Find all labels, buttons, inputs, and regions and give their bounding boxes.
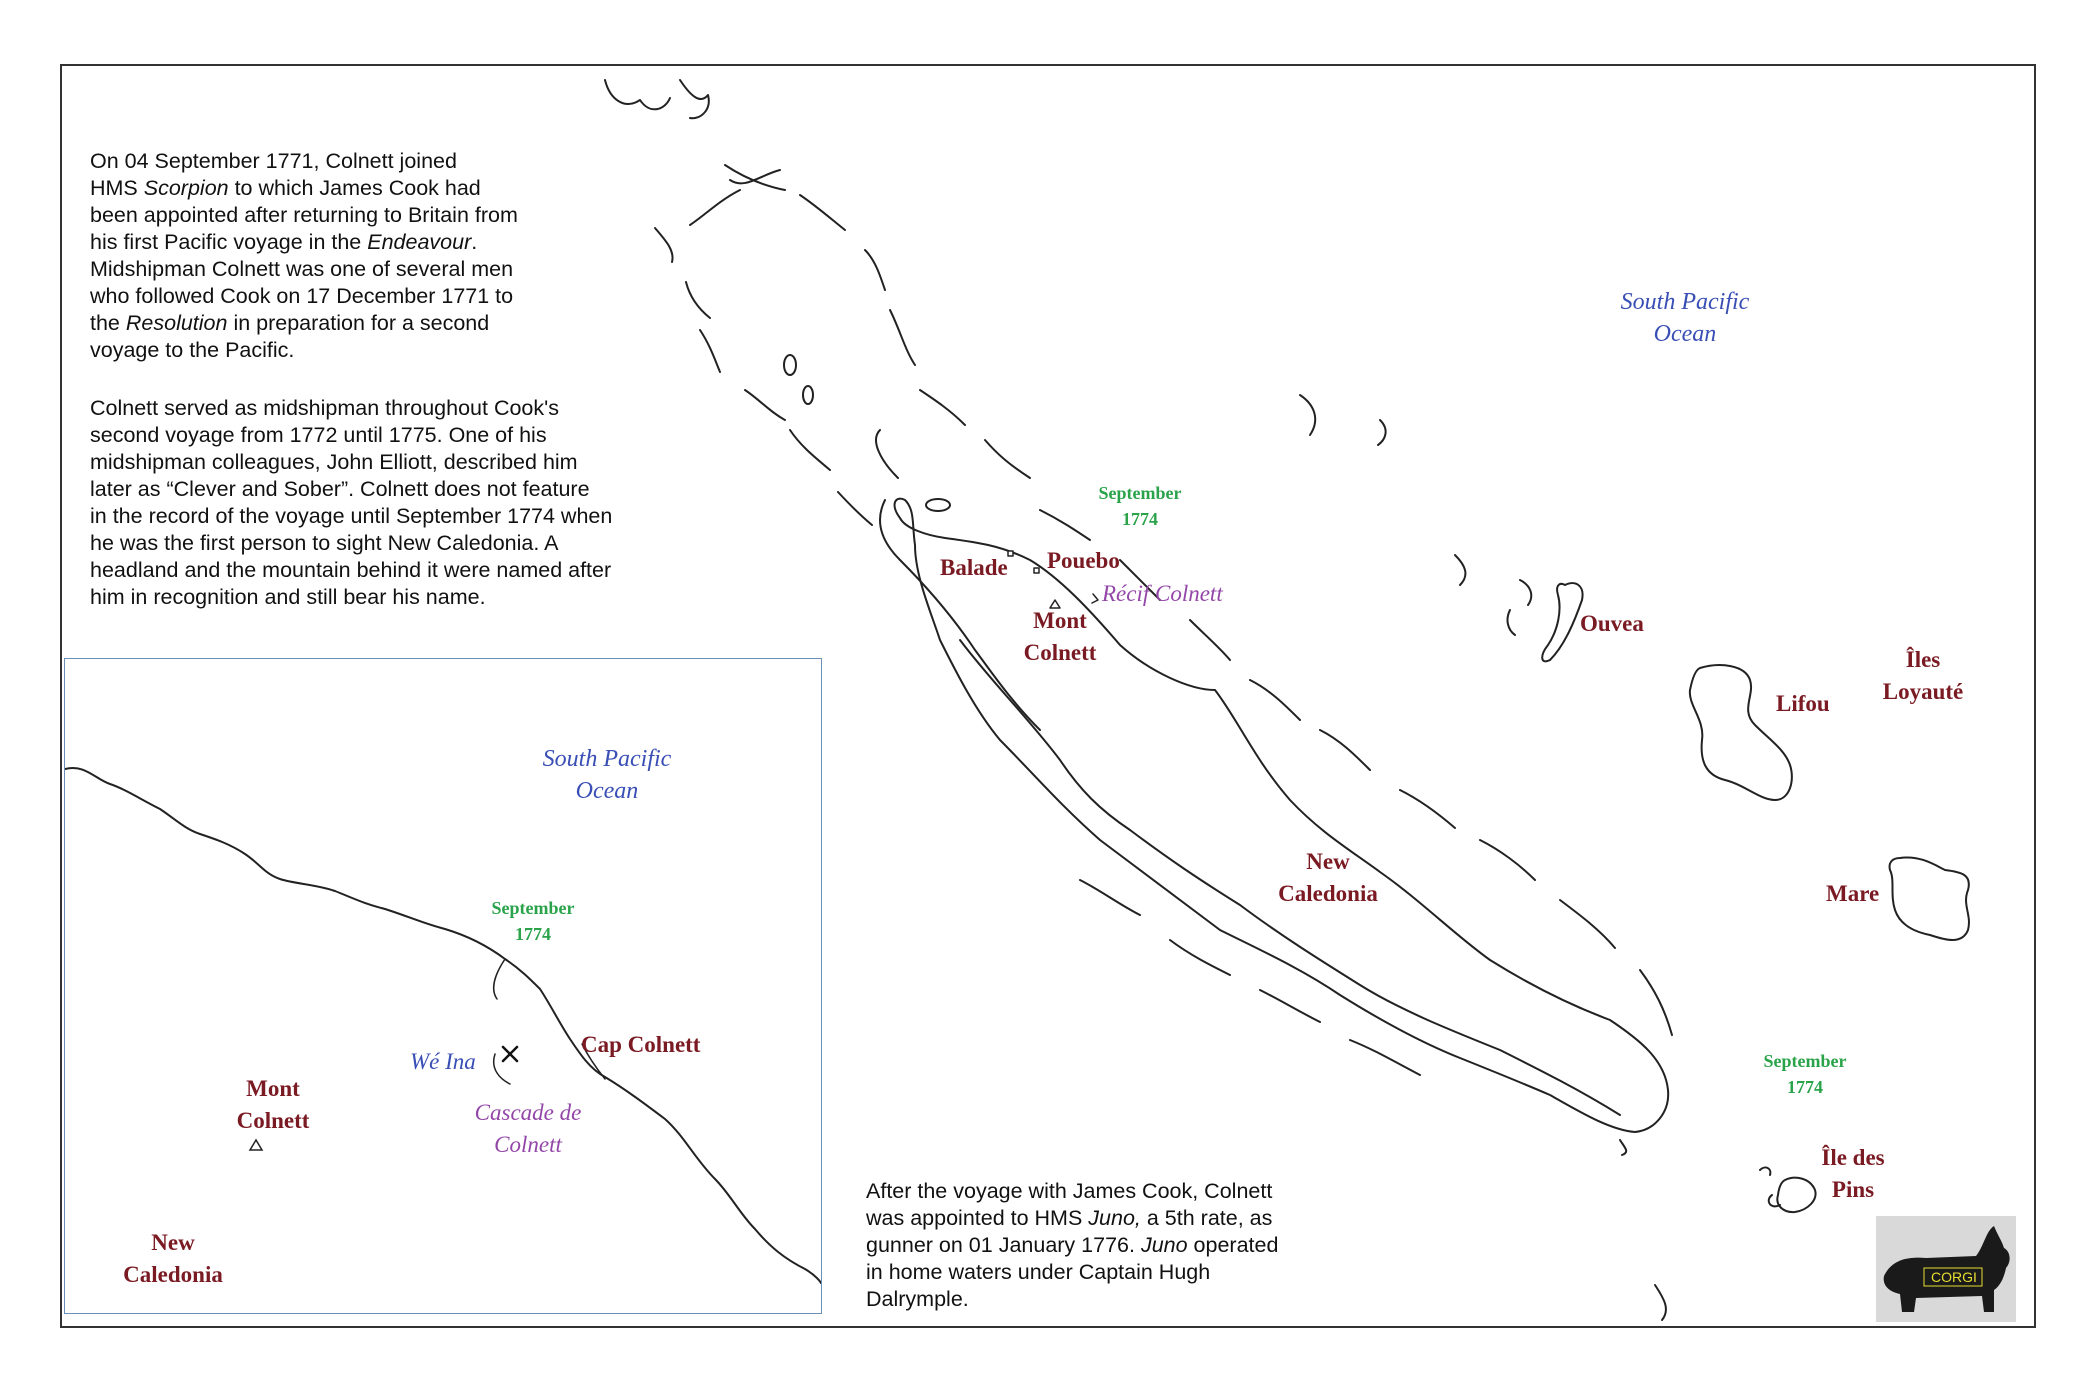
text-run: HMS bbox=[90, 176, 144, 200]
text-run: later as “Clever and Sober”. Colnett does not feature bbox=[90, 477, 590, 501]
text-run: his first Pacific voyage in the bbox=[90, 230, 368, 254]
text-run: voyage to the Pacific. bbox=[90, 338, 295, 362]
text-line bbox=[866, 1286, 1278, 1313]
text-line bbox=[90, 503, 612, 530]
main-date-top-month: September bbox=[1098, 483, 1182, 503]
text-run: been appointed after returning to Britain from bbox=[90, 203, 518, 227]
text-run: in the record of the voyage until September 1774 when bbox=[90, 504, 613, 528]
text-run: After the voyage with James Cook, Colnett bbox=[866, 1179, 1273, 1203]
text-line bbox=[866, 1178, 1278, 1205]
inset-map bbox=[64, 658, 822, 1314]
we-ina-label: Wé Ina bbox=[410, 1049, 476, 1074]
text-run: gunner on 01 January 1776. bbox=[866, 1233, 1141, 1257]
text-run: operated bbox=[1187, 1233, 1279, 1257]
text-run: Colnett served as midshipman throughout Cook's bbox=[90, 396, 559, 420]
text-run: Dalrymple. bbox=[866, 1287, 969, 1311]
italic-run: Juno, bbox=[1088, 1206, 1141, 1230]
text-line bbox=[90, 256, 518, 283]
text-line bbox=[90, 395, 612, 422]
north-islets bbox=[605, 80, 709, 118]
ile-des-pins-label bbox=[1808, 1142, 1898, 1206]
text-run: . bbox=[471, 230, 478, 254]
text-line bbox=[90, 337, 518, 364]
text-run: in home waters under Captain Hugh bbox=[866, 1260, 1211, 1284]
inset-nc-line1: New bbox=[151, 1230, 195, 1255]
text-line bbox=[90, 202, 518, 229]
italic-run: Resolution bbox=[125, 311, 228, 335]
mare-label: Mare bbox=[1826, 881, 1880, 906]
intro-paragraph-2 bbox=[90, 395, 612, 611]
outro-paragraph bbox=[866, 1178, 1278, 1313]
text-run: he was the first person to sight New Caledonia. A bbox=[90, 531, 559, 555]
main-mont-line1: Mont bbox=[1033, 608, 1087, 633]
main-ocean-label bbox=[1610, 286, 1760, 350]
text-run: to which James Cook had bbox=[228, 176, 481, 200]
recif-colnett-label: Récif Colnett bbox=[1102, 581, 1223, 606]
inset-ocean-line1: South Pacific bbox=[542, 746, 672, 772]
italic-run: Juno bbox=[1140, 1233, 1188, 1257]
lifou-coastline bbox=[1690, 665, 1792, 800]
inset-map-svg bbox=[65, 659, 821, 1313]
main-date-bottom-month: September bbox=[1763, 1051, 1847, 1071]
loyaute-line1: Îles bbox=[1905, 647, 1941, 672]
inset-nc-line2: Caledonia bbox=[123, 1262, 223, 1287]
italic-run: Endeavour bbox=[367, 230, 472, 254]
text-line bbox=[866, 1205, 1278, 1232]
cascade-line2: Colnett bbox=[494, 1132, 562, 1157]
text-run: who followed Cook on 17 December 1771 to bbox=[90, 284, 514, 308]
inset-new-caledonia-label bbox=[103, 1227, 243, 1291]
text-line bbox=[90, 584, 612, 611]
main-date-bottom-year: 1774 bbox=[1787, 1077, 1823, 1097]
iles-loyaute-label bbox=[1870, 644, 1976, 708]
text-run: was appointed to HMS bbox=[866, 1206, 1089, 1230]
inset-ocean-label bbox=[522, 743, 692, 807]
text-line bbox=[90, 310, 518, 337]
text-line bbox=[866, 1232, 1278, 1259]
mare-coastline bbox=[1890, 857, 1969, 940]
main-nc-line1: New bbox=[1306, 849, 1350, 874]
intro-paragraph-1 bbox=[90, 148, 518, 364]
text-run: the bbox=[90, 311, 126, 335]
main-ocean-line2: Ocean bbox=[1653, 321, 1717, 347]
new-caledonia-coastline bbox=[895, 499, 1669, 1132]
logo-text: CORGI bbox=[1931, 1269, 1977, 1285]
text-run: midshipman colleagues, John Elliott, described him bbox=[90, 450, 578, 474]
text-run: in preparation for a second bbox=[227, 311, 490, 335]
loyaute-line2: Loyauté bbox=[1882, 679, 1964, 704]
text-line bbox=[90, 422, 612, 449]
corgi-logo bbox=[1876, 1216, 2016, 1322]
text-run: second voyage from 1772 until 1775. One of his bbox=[90, 423, 547, 447]
text-run: Midshipman Colnett was one of several men bbox=[90, 257, 514, 281]
main-mont-line2: Colnett bbox=[1023, 640, 1097, 665]
cap-colnett-label: Cap Colnett bbox=[581, 1032, 701, 1057]
cascade-line1: Cascade de bbox=[474, 1100, 582, 1125]
main-date-bottom bbox=[1745, 1048, 1865, 1100]
inset-date-month: September bbox=[491, 898, 575, 918]
lifou-label: Lifou bbox=[1776, 691, 1830, 716]
text-run: a 5th rate, as bbox=[1140, 1206, 1273, 1230]
ouvea-label: Ouvea bbox=[1580, 611, 1644, 636]
inset-ocean-line2: Ocean bbox=[575, 778, 639, 804]
text-run: him in recognition and still bear his name. bbox=[90, 585, 486, 609]
text-line bbox=[90, 476, 612, 503]
text-line bbox=[90, 530, 612, 557]
main-date-top-year: 1774 bbox=[1122, 509, 1158, 529]
text-line bbox=[90, 175, 518, 202]
ouvea-coastline bbox=[1542, 583, 1582, 661]
main-mont-colnett-label bbox=[1010, 605, 1110, 669]
text-line bbox=[90, 557, 612, 584]
inset-coastline bbox=[65, 768, 821, 1283]
text-run: On 04 September 1771, Colnett joined bbox=[90, 149, 457, 173]
text-line bbox=[90, 229, 518, 256]
reef-fragments-north bbox=[725, 165, 1030, 478]
inset-date-label bbox=[473, 895, 593, 947]
main-ocean-line1: South Pacific bbox=[1620, 289, 1750, 315]
main-new-caledonia-label bbox=[1268, 846, 1388, 910]
inset-mont-line1: Mont bbox=[246, 1076, 300, 1101]
pins-line1: Île des bbox=[1821, 1145, 1885, 1170]
main-nc-line2: Caledonia bbox=[1278, 881, 1378, 906]
pouebo-label: Pouebo bbox=[1047, 548, 1120, 573]
text-line bbox=[90, 449, 612, 476]
balade-label: Balade bbox=[940, 555, 1008, 580]
inset-mont-line2: Colnett bbox=[236, 1108, 310, 1133]
text-line bbox=[90, 148, 518, 175]
text-line bbox=[90, 283, 518, 310]
pins-line2: Pins bbox=[1831, 1177, 1875, 1202]
inset-mont-colnett-label bbox=[225, 1073, 321, 1137]
text-run: headland and the mountain behind it were named after bbox=[90, 558, 612, 582]
text-line bbox=[866, 1259, 1278, 1286]
main-date-top bbox=[1080, 480, 1200, 532]
reef-fragments-west bbox=[655, 170, 872, 525]
cascade-de-colnett-label bbox=[458, 1097, 598, 1161]
inset-date-year: 1774 bbox=[515, 924, 551, 944]
italic-run: Scorpion bbox=[143, 176, 229, 200]
